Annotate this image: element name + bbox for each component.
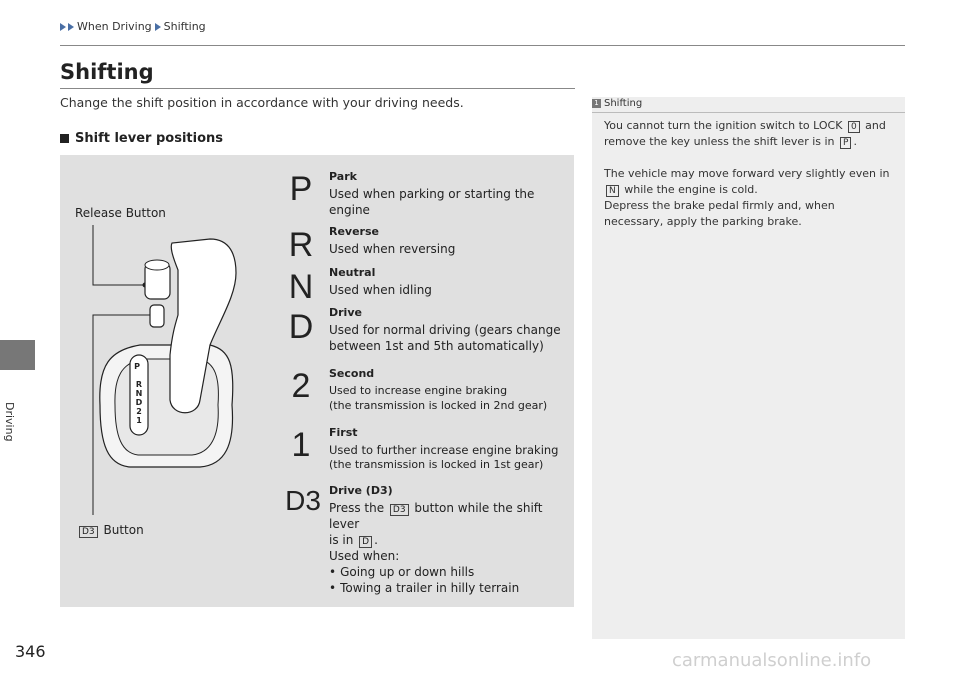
d3-is-in-text: is in bbox=[329, 533, 354, 547]
intro-text: Change the shift position in accordance with your driving needs. bbox=[60, 95, 464, 110]
chapter-label-text: Driving bbox=[3, 402, 16, 442]
drive-symbol: D bbox=[288, 308, 314, 346]
release-button-label: Release Button bbox=[75, 206, 166, 220]
d3-used-when: Used when: bbox=[329, 549, 400, 563]
chapter-tab bbox=[0, 340, 35, 370]
watermark: carmanualsonline.info bbox=[672, 650, 872, 671]
note-text: You cannot turn the ignition switch to LOCK bbox=[604, 119, 843, 132]
d3-key-icon: D3 bbox=[390, 504, 409, 516]
note-text: while the engine is cold. bbox=[624, 183, 758, 196]
gate-letter-p: P bbox=[134, 362, 140, 371]
breadcrumb-link-shifting[interactable]: Shifting bbox=[163, 20, 206, 33]
first-title: First bbox=[329, 426, 358, 439]
second-title: Second bbox=[329, 367, 375, 380]
note-paragraph-3: Depress the brake pedal firmly and, when necessary, apply the parking brake. bbox=[604, 199, 835, 228]
p-key-icon: P bbox=[840, 137, 851, 149]
park-symbol: P bbox=[289, 170, 313, 208]
note-heading-text: Shifting bbox=[604, 98, 643, 109]
release-button-top bbox=[145, 260, 169, 270]
note-text: remove the key unless the shift lever is in bbox=[604, 135, 835, 148]
gate-letter-d: D bbox=[135, 398, 143, 407]
reverse-title: Reverse bbox=[329, 225, 379, 238]
shift-lever-figure bbox=[60, 155, 574, 607]
gate-letter-r: R bbox=[135, 380, 143, 389]
header-divider bbox=[60, 45, 905, 46]
section-heading bbox=[60, 131, 223, 146]
d3-press-text: Press the bbox=[329, 501, 385, 515]
second-desc-2: (the transmission is locked in 2nd gear) bbox=[329, 399, 548, 412]
breadcrumb-arrow-icon bbox=[155, 23, 161, 31]
neutral-symbol: N bbox=[288, 268, 314, 306]
gate-letter-1: 1 bbox=[136, 416, 142, 425]
gate-letter-n: N bbox=[135, 389, 143, 398]
d3-button bbox=[150, 305, 164, 327]
second-desc-1: Used to increase engine braking bbox=[329, 384, 508, 397]
page-number: 346 bbox=[15, 642, 46, 661]
park-title: Park bbox=[329, 170, 357, 183]
note-text: . bbox=[853, 135, 857, 148]
note-paragraph-2 bbox=[604, 166, 896, 198]
release-button-leader bbox=[93, 225, 145, 285]
breadcrumb-arrow-icon bbox=[60, 23, 66, 31]
note-paragraph-1 bbox=[604, 118, 896, 150]
drive-title: Drive bbox=[329, 306, 362, 319]
first-desc-1: Used to further increase engine braking bbox=[329, 443, 559, 457]
d-key-icon: D bbox=[359, 536, 372, 548]
neutral-desc: Used when idling bbox=[329, 283, 432, 297]
drive-desc: Used for normal driving (gears change between 1st and 5th automatically) bbox=[329, 323, 561, 353]
n-key-icon: N bbox=[606, 185, 619, 197]
note-divider bbox=[592, 112, 905, 113]
note-heading bbox=[592, 98, 642, 109]
reverse-symbol: R bbox=[288, 226, 314, 264]
d3-desc: Press the D3 button while the shift lever is in D . Used when: • Going up or down hills • Towing a trailer in hilly terrain bbox=[329, 500, 569, 596]
gate-letter-2: 2 bbox=[136, 407, 142, 416]
square-bullet-icon bbox=[60, 134, 69, 143]
neutral-title: Neutral bbox=[329, 266, 376, 279]
d3-bullet-item: • Going up or down hills bbox=[329, 565, 474, 579]
breadcrumb-arrow-icon bbox=[68, 23, 74, 31]
d3-button-label-text: Button bbox=[103, 523, 144, 537]
breadcrumb-link-when-driving[interactable]: When Driving bbox=[77, 20, 152, 33]
park-desc: Used when parking or starting the engine bbox=[329, 187, 535, 217]
note-text: The vehicle may move forward very slightly even in bbox=[604, 167, 890, 180]
d3-symbol: D3 bbox=[285, 485, 321, 516]
note-text: and bbox=[865, 119, 886, 132]
second-symbol: 2 bbox=[291, 367, 311, 405]
section-heading-text: Shift lever positions bbox=[75, 131, 223, 146]
reverse-desc: Used when reversing bbox=[329, 242, 456, 256]
lock-0-key-icon: 0 bbox=[848, 121, 860, 133]
page-title: Shifting bbox=[60, 60, 154, 84]
title-divider bbox=[60, 88, 575, 89]
d3-title: Drive (D3) bbox=[329, 484, 393, 497]
d3-button-label bbox=[77, 523, 144, 538]
breadcrumb bbox=[60, 20, 206, 33]
first-symbol: 1 bbox=[291, 426, 311, 464]
d3-press-text-2: button while the shift lever bbox=[329, 501, 543, 531]
first-desc-2: (the transmission is locked in 1st gear) bbox=[329, 458, 544, 471]
d3-key-icon: D3 bbox=[79, 526, 98, 538]
note-marker-icon: 1 bbox=[592, 99, 601, 108]
d3-bullet-item: • Towing a trailer in hilly terrain bbox=[329, 581, 519, 595]
